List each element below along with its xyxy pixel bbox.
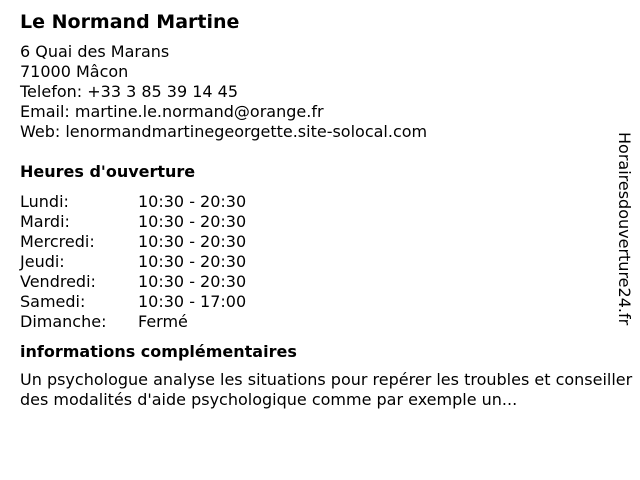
site-watermark: Horairesdouverture24.fr [615,132,634,326]
hours-row [20,212,620,232]
hours-time: 10:30 - 20:30 [138,212,247,231]
hours-day: Dimanche: [20,312,107,331]
hours-day: Vendredi: [20,272,96,291]
hours-row [20,272,620,292]
address-city: 71000 Mâcon [20,62,129,81]
hours-row [20,232,620,252]
hours-time: 10:30 - 17:00 [138,292,247,311]
phone-line: Telefon: +33 3 85 39 14 45 [20,82,239,101]
hours-day: Mardi: [20,212,70,231]
hours-day: Jeudi: [20,252,65,271]
hours-time: 10:30 - 20:30 [138,252,247,271]
hours-row [20,192,620,212]
hours-day: Samedi: [20,292,86,311]
hours-row [20,312,620,332]
hours-row [20,292,620,312]
hours-day: Lundi: [20,192,69,211]
hours-day: Mercredi: [20,232,95,251]
hours-time: 10:30 - 20:30 [138,272,247,291]
additional-info-heading: informations complémentaires [20,342,297,361]
hours-row [20,252,620,272]
address-street: 6 Quai des Marans [20,42,170,61]
email-line: Email: martine.le.normand@orange.fr [20,102,324,121]
hours-time: 10:30 - 20:30 [138,232,247,251]
hours-time: Fermé [138,312,188,331]
additional-info-description: Un psychologue analyse les situations pour repérer les troubles et conseiller des modalités d'aide psychologique comme par exemple un... [20,370,633,409]
opening-hours-table [20,192,620,332]
business-name: Le Normand Martine [20,11,240,33]
web-line: Web: lenormandmartinegeorgette.site-solocal.com [20,122,428,141]
opening-hours-heading: Heures d'ouverture [20,162,196,181]
hours-time: 10:30 - 20:30 [138,192,247,211]
